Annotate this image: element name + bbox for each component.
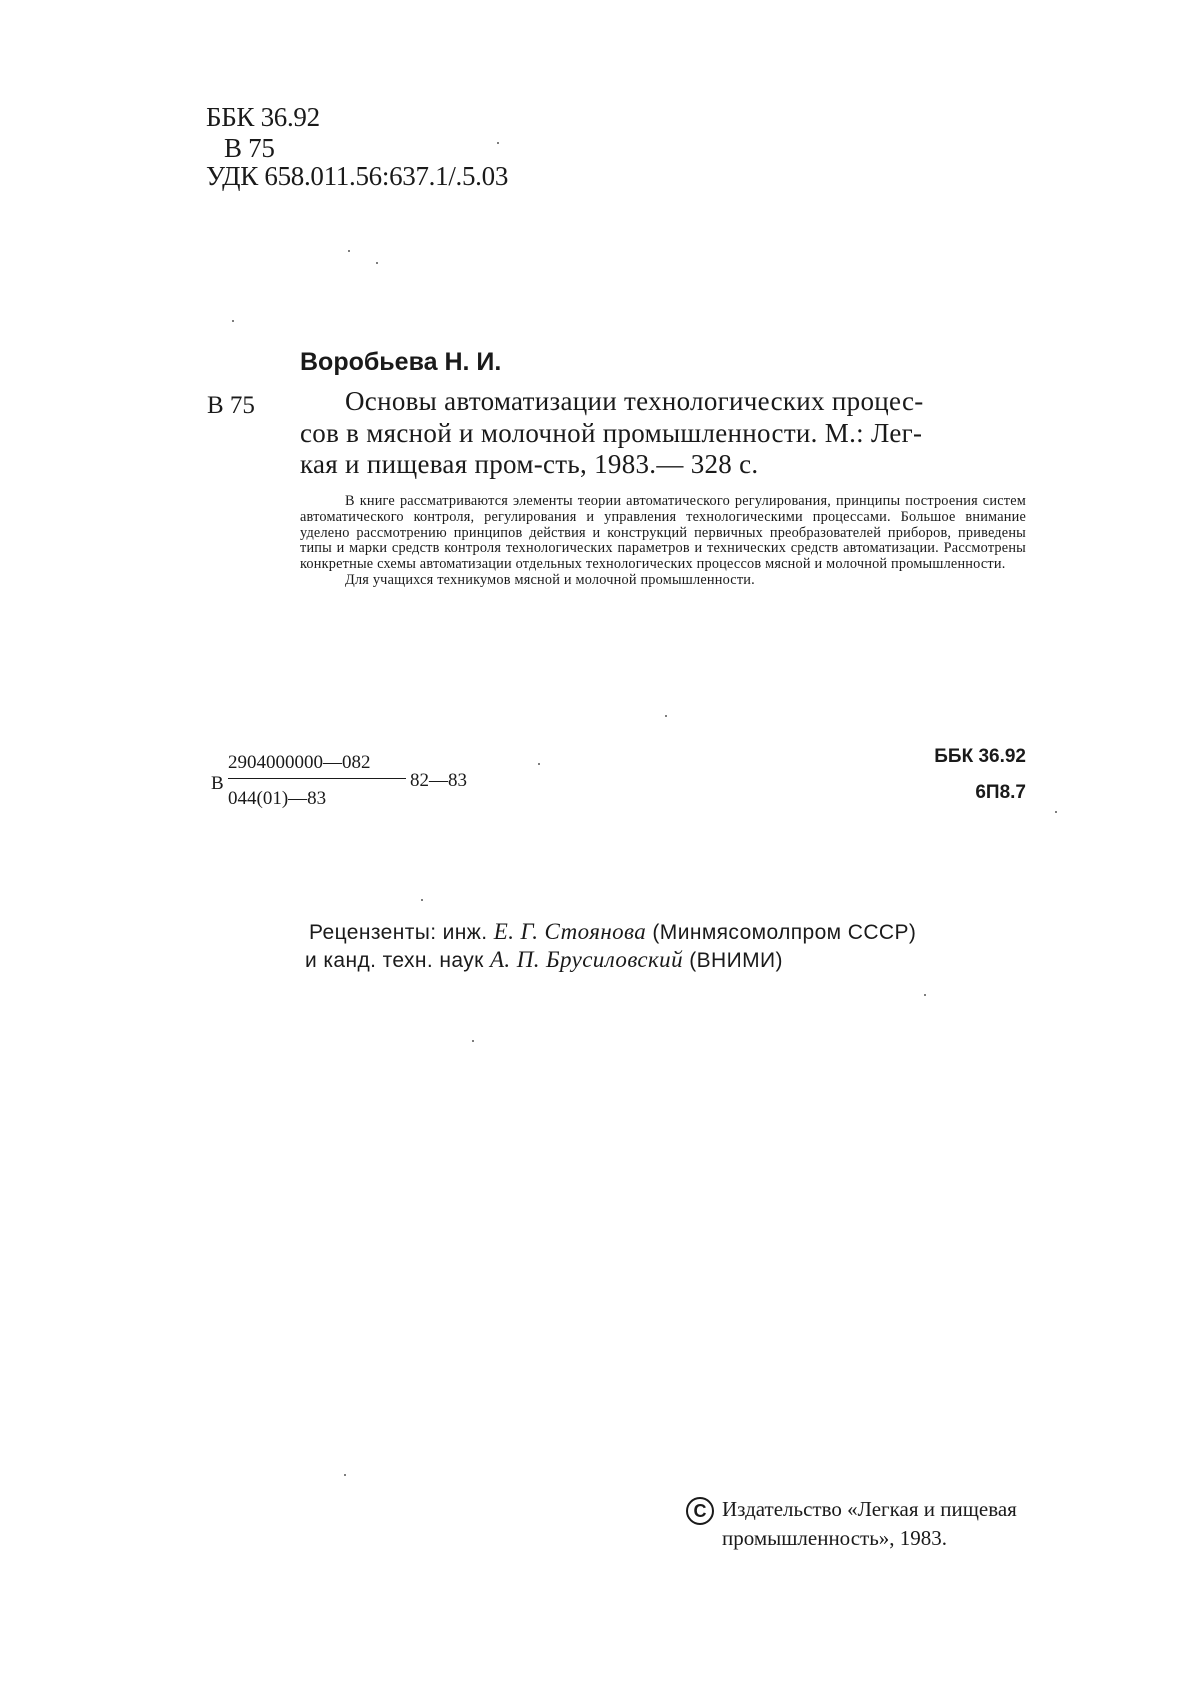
author-mark-code: В 75	[224, 133, 275, 163]
scan-speck	[421, 899, 423, 901]
scan-speck	[497, 142, 499, 144]
scan-speck	[924, 994, 926, 996]
copyright-line-2: промышленность», 1983.	[722, 1526, 948, 1550]
udk-code: УДК 658.011.56:637.1/.5.03	[206, 161, 509, 191]
reviewers-line-2	[305, 946, 783, 975]
scan-speck	[1055, 811, 1057, 813]
scan-speck	[344, 1474, 346, 1476]
author-name: Воробьева Н. И.	[300, 348, 502, 376]
annotation	[300, 494, 1026, 589]
title-line-2: сов в мясной и молочной промышленности. М.: Лег-	[300, 418, 923, 448]
bbk-code: ББК 36.92	[206, 102, 320, 132]
formula-numerator: 2904000000—082	[228, 752, 371, 773]
reviewer-2-org: (ВНИМИ)	[689, 949, 783, 972]
annotation-text: В книге рассматриваются элементы теории автоматического регулирования, принципы построения систем автоматического контроля, регулирования и управления технологическими процессами. Большое внимание уделено рассмотрению принципов действия и конструкций первичных преобразователей приборов, приведены типы и марки средств контроля технологических параметров и технических средств автоматизации. Рассмотрены конкретные схемы автоматизации отдельных технологических процессов мясной и молочной промышленности.	[300, 493, 1026, 573]
formula-denominator: 044(01)—83	[228, 788, 327, 809]
publisher-name: Издательство «Легкая и пищевая	[722, 1497, 1017, 1521]
formula-year: 82—83	[410, 770, 467, 791]
formula-fraction-bar	[228, 778, 406, 779]
reviewers-prefix: Рецензенты: инж.	[309, 921, 488, 944]
title-line-1: Основы автоматизации технологических процес-	[345, 386, 924, 416]
title-line-3: кая и пищевая пром-сть, 1983.— 328 с.	[300, 449, 759, 479]
scan-speck	[665, 715, 667, 717]
scan-speck	[376, 262, 378, 264]
right-class-code: 6П8.7	[975, 782, 1026, 803]
reviewer-1-org: (Минмясомолпром СССР)	[652, 921, 917, 944]
copyright-line-1	[686, 1496, 1017, 1525]
scan-speck	[232, 320, 234, 322]
copyright-icon: C	[686, 1497, 714, 1525]
right-bbk-code: ББК 36.92	[934, 746, 1026, 767]
formula-letter: В	[211, 773, 224, 794]
reviewers-line-1	[309, 918, 916, 947]
reviewer-2: А. П. Брусиловский	[489, 947, 683, 972]
scan-speck	[538, 763, 540, 765]
scan-speck	[472, 1040, 474, 1042]
reviewer-1: Е. Г. Стоянова	[493, 919, 647, 944]
record-left-code: В 75	[207, 392, 255, 419]
annotation-audience: Для учащихся техникумов мясной и молочной промышленности.	[345, 571, 755, 588]
reviewers-line-2-prefix: и канд. техн. наук	[305, 949, 484, 972]
scan-speck	[348, 250, 350, 252]
